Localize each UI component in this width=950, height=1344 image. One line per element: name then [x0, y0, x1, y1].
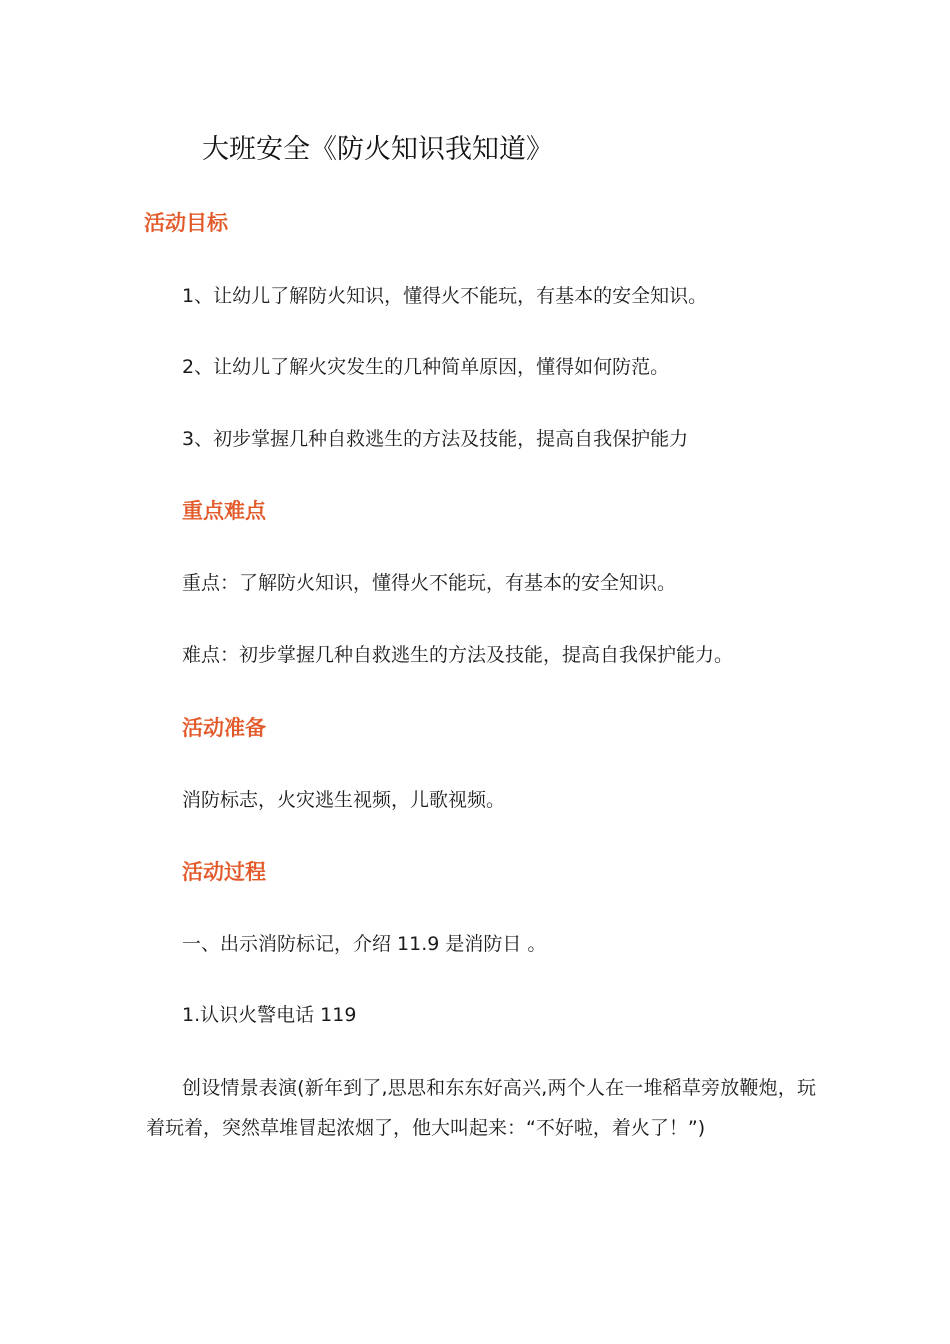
section-heading-key-points: 重点难点	[182, 499, 266, 523]
preparation-text: 消防标志，火灾逃生视频，儿歌视频。	[182, 789, 506, 811]
document-title: 大班安全《防火知识我知道》	[202, 134, 553, 165]
section-heading-goals: 活动目标	[144, 211, 228, 235]
goal-item-3: 3、初步掌握几种自救逃生的方法及技能，提高自我保护能力	[182, 428, 689, 450]
process-step-one: 一、出示消防标记，介绍 11.9 是消防日 。	[182, 933, 547, 955]
process-sub-one: 1.认识火警电话 119	[182, 1004, 357, 1026]
key-point-difficulty: 难点：初步掌握几种自救逃生的方法及技能，提高自我保护能力。	[182, 644, 734, 666]
key-point-focus: 重点：了解防火知识，懂得火不能玩，有基本的安全知识。	[182, 572, 677, 594]
section-heading-preparation: 活动准备	[182, 716, 266, 740]
section-heading-process: 活动过程	[182, 860, 266, 884]
goal-item-1: 1、让幼儿了解防火知识，懂得火不能玩，有基本的安全知识。	[182, 285, 708, 307]
goal-item-2: 2、让幼儿了解火灾发生的几种简单原因，懂得如何防范。	[182, 356, 670, 378]
scenario-paragraph: 创设情景表演(新年到了,思思和东东好高兴,两个人在一堆稻草旁放鞭炮，玩着玩着，突然草堆冒起浓烟了，他大叫起来：“不好啦，着火了！”)	[146, 1077, 816, 1139]
